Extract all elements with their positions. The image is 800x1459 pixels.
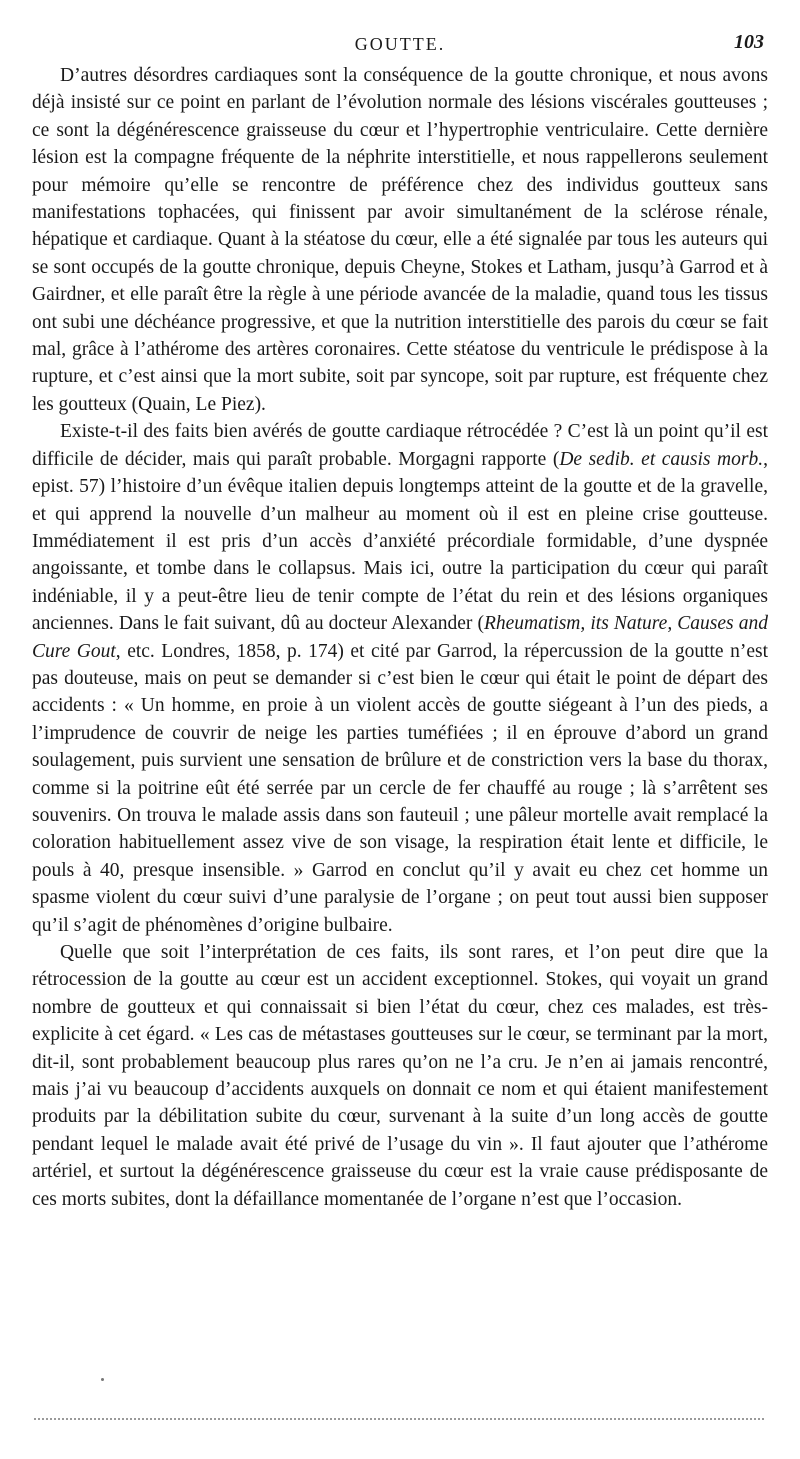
- italic-citation: De sedib. et causis morb.: [559, 448, 764, 470]
- paragraph: [32, 62, 768, 418]
- text-run: Quelle que soit l’interprétation de ces faits, ils sont rares, et l’on peut dire que la rétrocession de la goutte au cœur est un accident exceptionnel. Stokes, qui voyait un grand nombre de goutteux et qui connaissait si bien l’état du cœur, chez ces malades, est très-explicite à cet égard. « Les cas de métastases goutteuses sur le cœur, se terminant par la mort, dit-il, sont probablement beaucoup plus rares qu’on ne l’a cru. Je n’en ai jamais rencontré, mais j’ai vu beaucoup d’accidents auxquels on donnait ce nom et qui étaient manifestement produits par la débilitation subite du cœur, survenant à la suite d’un long accès de goutte pendant lequel le malade avait été privé de l’usage du vin ». Il faut ajouter que l’athérome artériel, et surtout la dégénérescence graisseuse du cœur est la vraie cause prédisposante de ces morts subites, dont la défaillance momentanée de l’organe n’est que l’occasion.: [32, 942, 768, 1210]
- running-head: [0, 31, 800, 58]
- page-number: 103: [734, 31, 764, 53]
- dotted-rule: [34, 1418, 764, 1420]
- text-run: , etc. Londres, 1858, p. 174) et cité par Garrod, la répercussion de la goutte n’est pas douteuse, mais on peut se demander si c’est bien le cœur qui était le point de départ des accidents : « Un homme, en proie à un violent accès de goutte siégeant à l’un des pieds, a l’imprudence de couvrir de neige les parties tuméfiées ; il en éprouve d’abord un grand soulagement, puis survient une sensation de brûlure et de constriction vers la base du thorax, comme si la poitrine eût été serrée par un cercle de fer chauffé au rouge ; là s’arrêtent ses souvenirs. On trouva le malade assis dans son fauteuil ; une pâleur mortelle avait remplacé la coloration habituellement assez vive de son visage, la respiration était lente et difficile, le pouls à 40, presque insensible. » Garrod en conclut qu’il y avait eu chez cet homme un spasme violent du cœur suivi d’une paralysie de l’organe ; on peut tout aussi bien supposer qu’il s’agit de phénomènes d’origine bulbaire.: [32, 640, 768, 936]
- text-run: , epist. 57) l’histoire d’un évêque italien depuis longtemps atteint de la goutte et de la gravelle, et qui apprend la nouvelle d’un malheur au moment où il est en pleine crise goutteuse. Immédiatement il est pris d’un accès d’anxiété précordiale formidable, d’une dyspnée angoissante, et tombe dans le collapsus. Mais ici, outre la participation du cœur qui paraît indéniable, il y a peut-être lieu de tenir compte de l’état du rein et des lésions organiques anciennes. Dans le fait suivant, dû au docteur Alexander (: [32, 448, 768, 635]
- text-run: D’autres désordres cardiaques sont la conséquence de la goutte chronique, et nous avons déjà insisté sur ce point en parlant de l’évolution normale des lésions viscérales goutteuses ; ce sont la dégénérescence graisseuse du cœur et l’hypertrophie ventriculaire. Cette dernière lésion est la compagne fréquente de la néphrite interstitielle, et nous rappellerons seulement pour mémoire qu’elle se rencontre de préférence chez des individus goutteux sans manifestations tophacées, qui finissent par avoir simultanément de la sclérose rénale, hépatique et cardiaque. Quant à la stéatose du cœur, elle a été signalée par tous les auteurs qui se sont occupés de la goutte chronique, depuis Cheyne, Stokes et Latham, jusqu’à Garrod et à Gairdner, et elle paraît être la règle à une période avancée de la maladie, quand tous les tissus ont subi une déchéance progressive, et que la nutrition interstitielle des parois du cœur se fait mal, grâce à l’athérome des artères coronaires. Cette stéatose du ventricule le prédispose à la rupture, et c’est ainsi que la mort subite, soit par syncope, soit par rupture, est fréquente chez les goutteux (Quain, Le Piez).: [32, 65, 768, 415]
- text-run: Existe-t-il des faits bien avérés de goutte cardiaque rétrocédée ? C’est là un point qu’il est difficile de décider, mais qui paraît probable. Morgagni rapporte (: [32, 421, 768, 470]
- paragraph: [32, 939, 768, 1213]
- italic-citation: Rheumatism, its Nature, Causes and Cure Gout: [32, 613, 768, 662]
- body-text: [32, 62, 768, 1213]
- ink-speck: [101, 1378, 104, 1381]
- paragraph: [32, 418, 768, 939]
- running-title: GOUTTE.: [354, 34, 446, 54]
